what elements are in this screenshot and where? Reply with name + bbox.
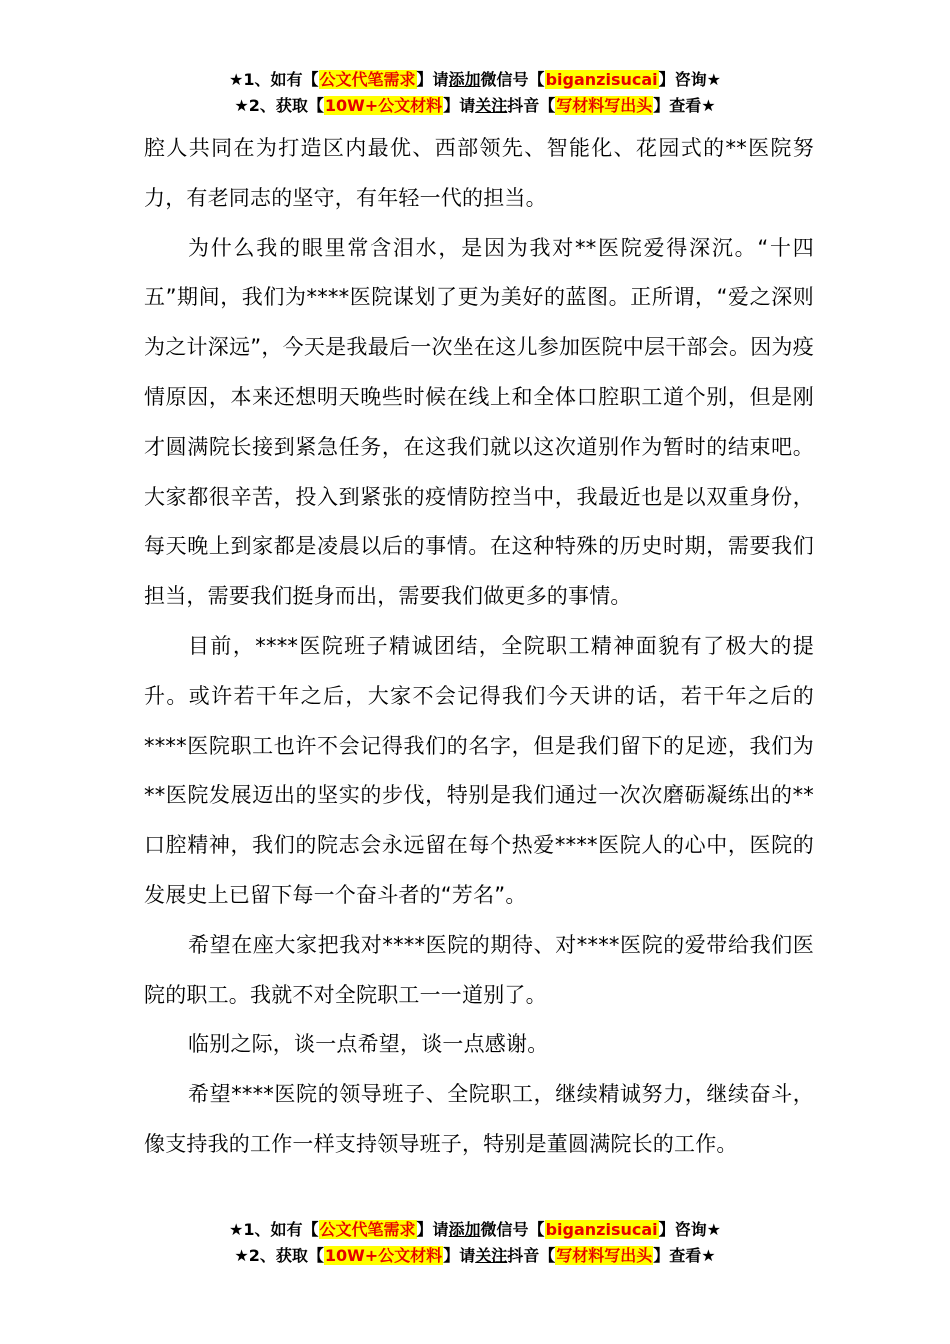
highlight-ghostwriting: 公文代笔需求	[319, 70, 416, 89]
paragraph-6: 希望****医院的领导班子、全院职工，继续精诚努力，继续奋斗，像支持我的工作一样支持领导班子，特别是董圆满院长的工作。	[144, 1082, 814, 1156]
promo-banner-bottom	[0, 1217, 950, 1269]
highlight-wechat-id: biganzisucai	[545, 1220, 658, 1239]
promo-line-2: ★2、获取【10W+公文材料】请关注抖音【写材料写出头】查看★	[234, 96, 716, 115]
highlight-douyin: 写材料写出头	[556, 1246, 653, 1265]
paragraph-5: 临别之际，谈一点希望，谈一点感谢。	[188, 1032, 549, 1057]
highlight-ghostwriting: 公文代笔需求	[319, 1220, 416, 1239]
promo-line-2: ★2、获取【10W+公文材料】请关注抖音【写材料写出头】查看★	[234, 1246, 716, 1265]
paragraph-2: 为什么我的眼里常含泪水，是因为我对**医院爱得深沉。“十四五”期间，我们为****医院谋划了更为美好的蓝图。正所谓，“爱之深则为之计深远”，今天是我最后一次坐在这儿参加医院中层干部会。因为疫情原因，本来还想明天晚些时候在线上和全体口腔职工道个别，但是刚才圆满院长接到紧急任务，在这我们就以这次道别作为暂时的结束吧。大家都很辛苦，投入到紧张的疫情防控当中，我最近也是以双重身份，每天晚上到家都是凌晨以后的事情。在这种特殊的历史时期，需要我们担当，需要我们挺身而出，需要我们做更多的事情。	[144, 235, 814, 609]
highlight-materials: 10W+公文材料	[324, 1246, 443, 1265]
paragraph-4: 希望在座大家把我对****医院的期待、对****医院的爱带给我们医院的职工。我就不对全院职工一一道别了。	[144, 932, 814, 1007]
highlight-douyin: 写材料写出头	[556, 96, 653, 115]
paragraph-1: 腔人共同在为打造区内最优、西部领先、智能化、花园式的**医院努力，有老同志的坚守，有年轻一代的担当。	[144, 136, 814, 210]
promo-banner-top	[0, 67, 950, 119]
promo-line-1: ★1、如有【公文代笔需求】请添加微信号【biganzisucai】咨询★	[229, 1220, 721, 1239]
paragraph-3: 目前，****医院班子精诚团结，全院职工精神面貌有了极大的提升。或许若干年之后，大家不会记得我们今天讲的话，若干年之后的****医院职工也许不会记得我们的名字，但是我们留下的足迹，我们为**医院发展迈出的坚实的步伐，特别是我们通过一次次磨砺凝练出的**口腔精神，我们的院志会永远留在每个热爱****医院人的心中，医院的发展史上已留下每一个奋斗者的“芳名”。	[144, 633, 814, 907]
promo-line-1: ★1、如有【公文代笔需求】请添加微信号【biganzisucai】咨询★	[229, 70, 721, 89]
highlight-materials: 10W+公文材料	[324, 96, 443, 115]
highlight-wechat-id: biganzisucai	[545, 70, 658, 89]
document-body	[144, 124, 814, 1170]
